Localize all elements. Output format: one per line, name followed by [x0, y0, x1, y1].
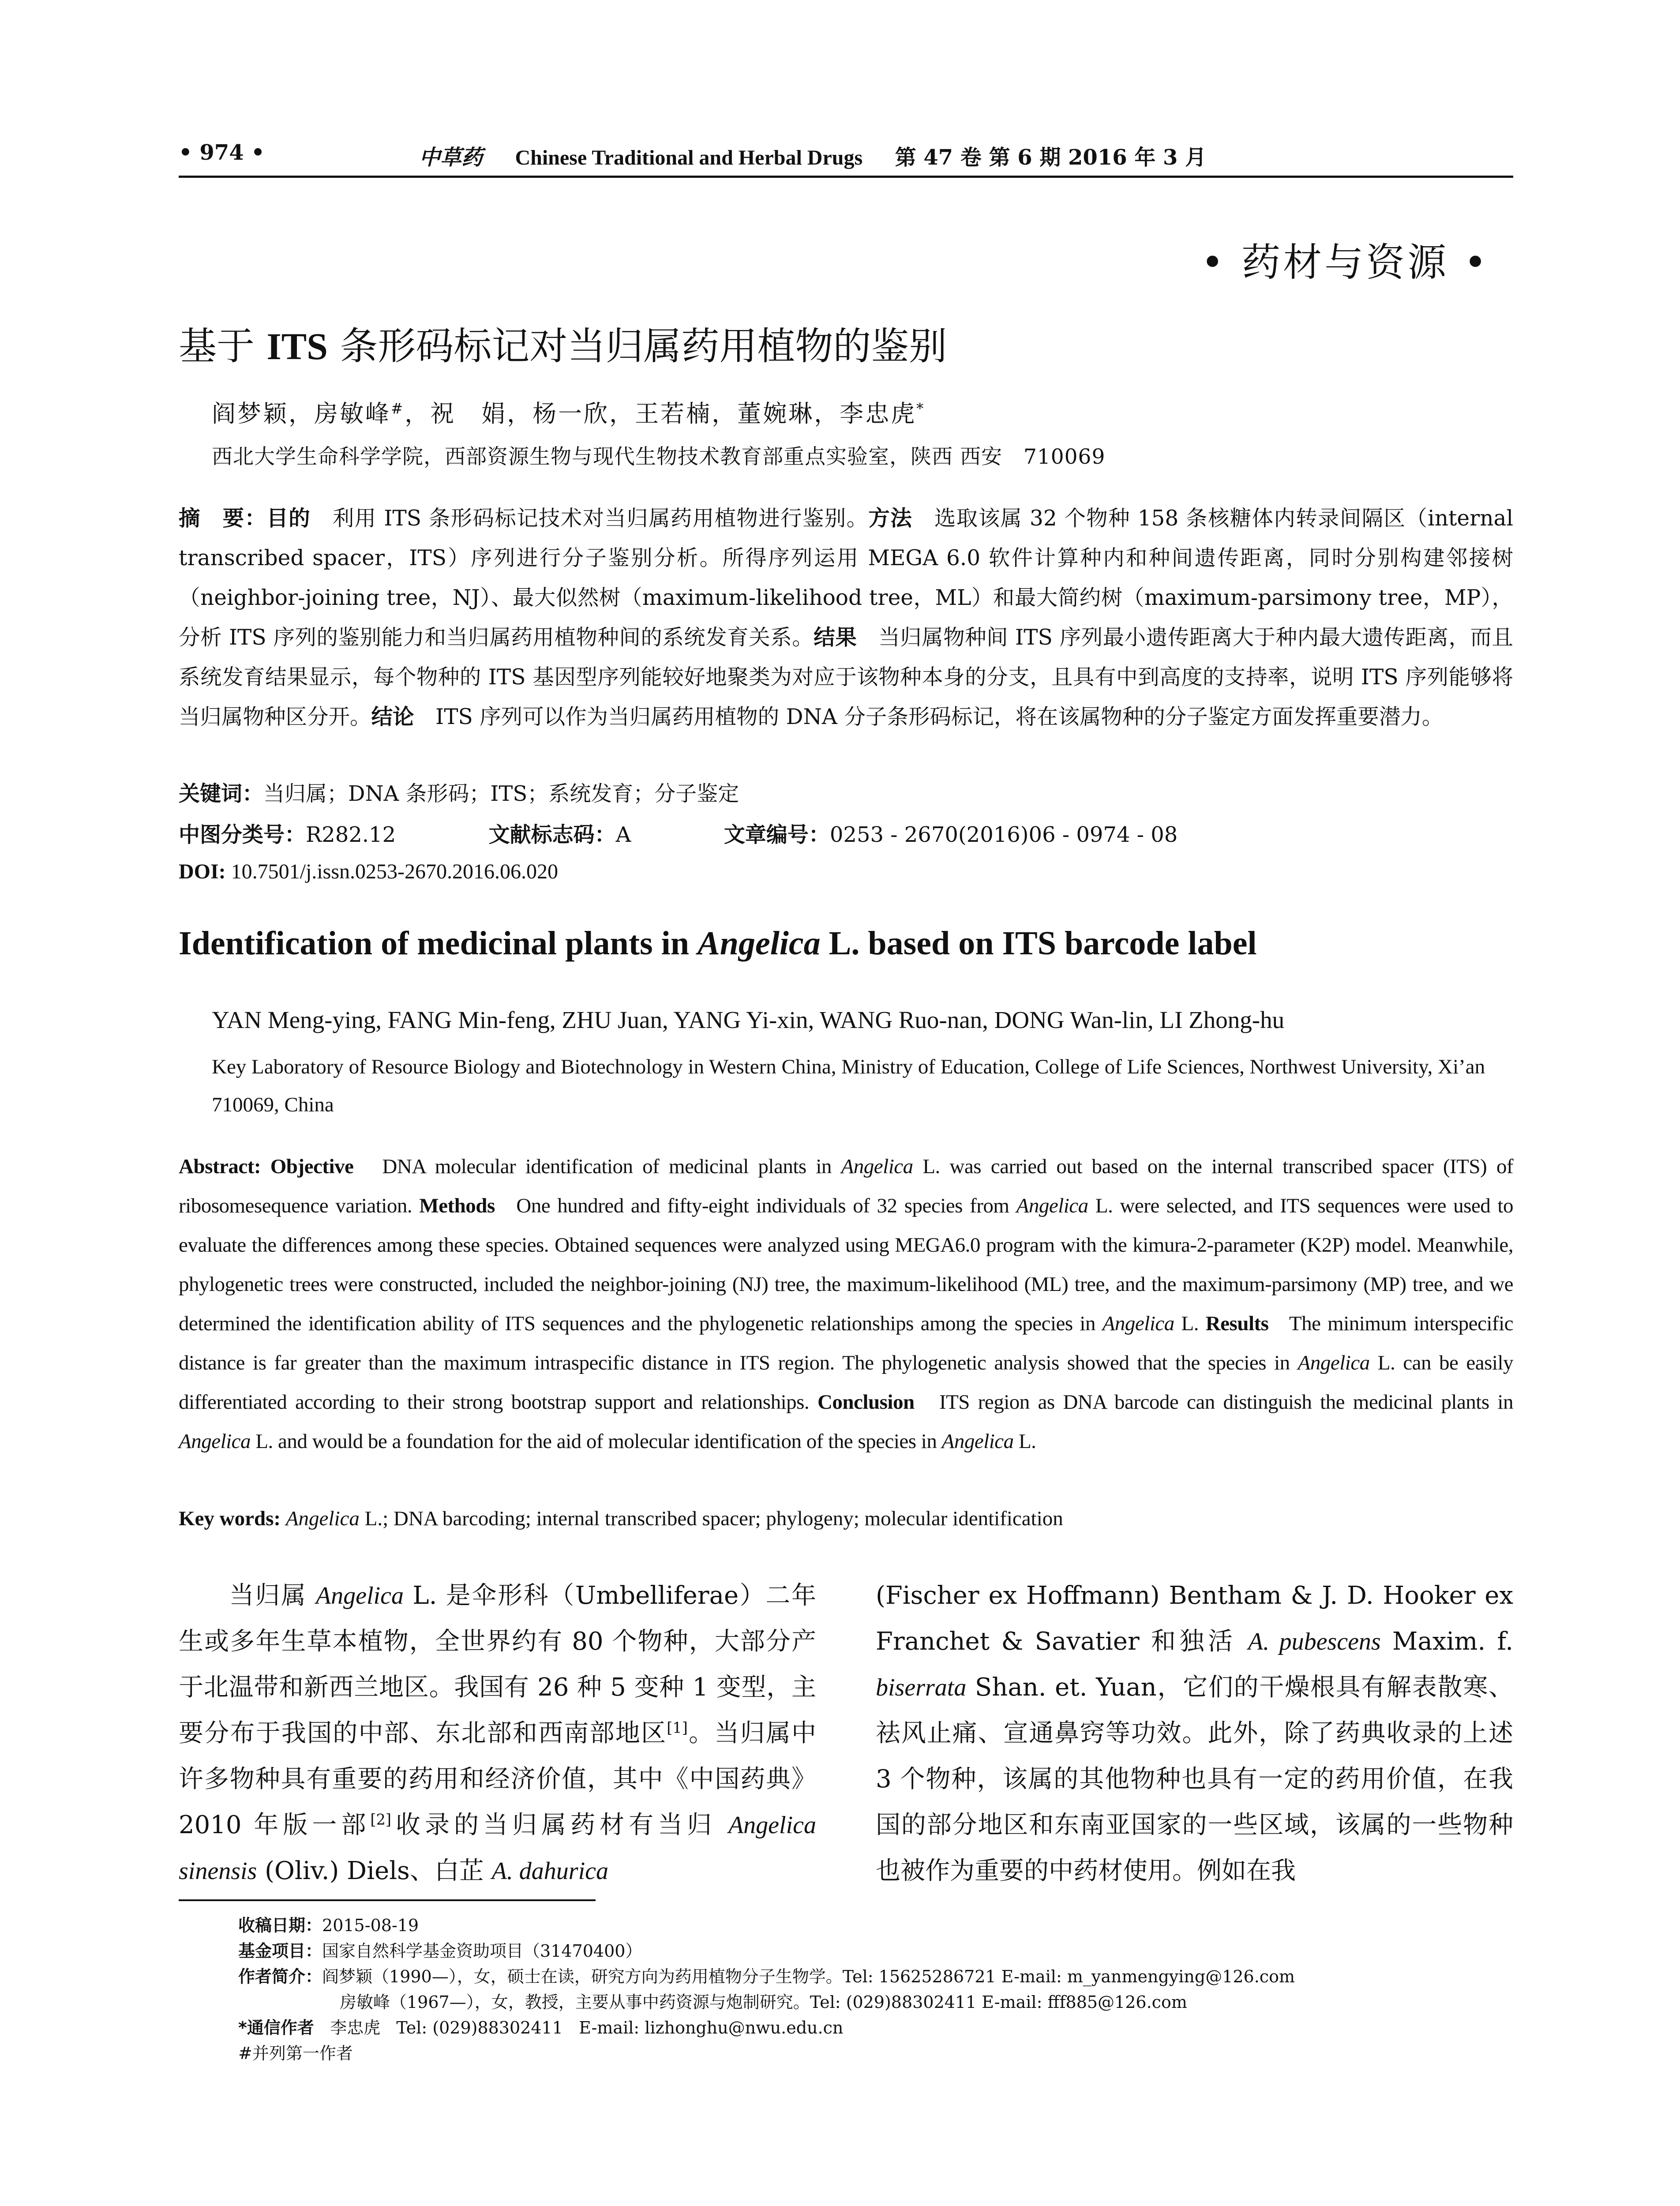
footnote-corresponding: *通信作者 李忠虎 Tel: (029)88302411 E-mail: lizhonghu@nwu.edu.cn	[238, 2018, 844, 2037]
affiliation-en: Key Laboratory of Resource Biology and Biotechnology in Western China, Ministry of Education, College of Life Sciences, Northwest University, Xi’an 710069, China	[212, 1055, 1485, 1116]
footnote-bio-1: 作者简介：阎梦颖（1990—），女，硕士在读，研究方向为药用植物分子生物学。Tel: 15625286721 E-mail: m_yanmengying@126.com	[238, 1967, 1295, 1986]
keywords-cn: 关键词：当归属；DNA 条形码；ITS；系统发育；分子鉴定	[179, 781, 739, 806]
article-number: 0253 - 2670(2016)06 - 0974 - 08	[829, 822, 1178, 847]
authors-en: YAN Meng-ying, FANG Min-feng, ZHU Juan, YANG Yi-xin, WANG Ruo-nan, DONG Wan-lin, LI Zhong-hu	[212, 1006, 1285, 1033]
body-column-left: 当归属 Angelica L. 是伞形科（Umbelliferae）二年生或多年生草本植物，全世界约有 80 个物种，大部分产于北温带和新西兰地区。我国有 26 种 5 变种 1 变型，主要分布于我国的中部、东北部和西南部地区[1]。当归属中许多物种具有重要的药用和经济价值，其中《中国药典》2010 年版一部[2]收录的当归属药材有当归 Angelica sinensis (Oliv.) Diels、白芷 A. dahurica	[179, 1581, 817, 1885]
journal-header	[419, 140, 1206, 171]
journal-name-en: Chinese Traditional and Herbal Drugs	[515, 146, 863, 169]
footnote-fund: 基金项目：国家自然科学基金资助项目（31470400）	[238, 1941, 642, 1961]
doi-link[interactable]: 10.7501/j.issn.0253-2670.2016.06.020	[225, 860, 559, 883]
classification-line: 中图分类号：R282.12 文献标志码：A 文章编号：0253 - 2670(2016)06 - 0974 - 08	[179, 822, 1178, 847]
section-tag: • 药材与资源 •	[1201, 240, 1489, 285]
journal-name-cn: 中草药	[419, 145, 483, 170]
footnotes	[238, 1913, 1295, 2066]
doi-line: DOI: 10.7501/j.issn.0253-2670.2016.06.020	[179, 860, 559, 883]
abstract-en: Abstract: Objective DNA molecular identification of medicinal plants in Angelica L. was carried out based on the internal transcribed spacer (ITS) of ribosomesequence variation. Methods One hundred and fifty-eight individuals of 32 species from Angelica L. were selected, and ITS sequences were used to evaluate the differences among these species. Obtained sequences were analyzed using MEGA6.0 program with the kimura-2-parameter (K2P) model. Meanwhile, phylogenetic trees were constructed, included the neighbor-joining (NJ) tree, the maximum-likelihood (ML) tree, and the maximum-parsimony (MP) tree, and we determined the identification ability of ITS sequences and the phylogenetic relationships among the species in Angelica L. Results The minimum interspecific distance is far greater than the maximum intraspecific distance in ITS region. The phylogenetic analysis showed that the species in Angelica L. can be easily differentiated according to their strong bootstrap support and relationships. Conclusion ITS region as DNA barcode can distinguish the medicinal plants in Angelica L. and would be a foundation for the aid of molecular identification of the species in Angelica L.	[179, 1155, 1519, 1453]
authors-cn: 阎梦颖，房敏峰#，祝 娟，杨一欣，王若楠，董婉琳，李忠虎*	[212, 400, 926, 428]
article-title-en: Identification of medicinal plants in Angelica L. based on ITS barcode label	[179, 925, 1257, 962]
journal-issue: 第 47 卷 第 6 期 2016 年 3 月	[895, 145, 1207, 170]
abstract-cn: 摘 要：目的 利用 ITS 条形码标记技术对当归属药用植物进行鉴别。方法 选取该属 32 个物种 158 条核糖体内转录间隔区（internal transcribed spacer，ITS）序列进行分子鉴别分析。所得序列运用 MEGA 6.0 软件计算种内和种间遗传距离，同时分别构建邻接树（neighbor-joining tree，NJ）、最大似然树（maximum-likelihood tree，ML）和最大简约树（maximum-parsimony tree，MP），分析 ITS 序列的鉴别能力和当归属药用植物种间的系统发育关系。结果 当归属物种间 ITS 序列最小遗传距离大于种内最大遗传距离，而且系统发育结果显示，每个物种的 ITS 基因型序列能较好地聚类为对应于该物种本身的分支，且具有中到高度的支持率，说明 ITS 序列能够将当归属物种区分开。结论 ITS 序列可以作为当归属药用植物的 DNA 分子条形码标记，将在该属物种的分子鉴定方面发挥重要潜力。	[179, 506, 1513, 729]
footnote-bio-2: 房敏峰（1967—），女，教授，主要从事中药资源与炮制研究。Tel: (029)88302411 E-mail: fff885@126.com	[340, 1992, 1187, 2012]
body-column-right: (Fischer ex Hoffmann) Bentham & J. D. Hooker ex Franchet & Savatier 和独活 A. pubescens Maxim. f. biserrata Shan. et. Yuan，它们的干燥根具有解表散寒、祛风止痛、宣通鼻窍等功效。此外，除了药典收录的上述 3 个物种，该属的其他物种也具有一定的药用价值，在我国的部分地区和东南亚国家的一些区域，该属的一些物种也被作为重要的中药材使用。例如在我	[876, 1581, 1514, 1885]
citation-2[interactable]: [2]	[370, 1811, 391, 1828]
footnote-rule	[179, 1899, 596, 1901]
citation-1[interactable]: [1]	[667, 1719, 688, 1737]
article-title-cn: 基于 ITS 条形码标记对当归属药用植物的鉴别	[179, 324, 947, 368]
keywords-en: Key words: Angelica L.; DNA barcoding; internal transcribed spacer; phylogeny; molecular identification	[179, 1507, 1063, 1530]
footnote-received: 收稿日期：2015-08-19	[238, 1916, 419, 1935]
clc-number: R282.12	[306, 822, 396, 847]
doc-code: A	[615, 822, 631, 847]
page-number: • 974 •	[179, 140, 265, 165]
header-rule	[179, 176, 1513, 178]
footnote-cofirst: #并列第一作者	[238, 2044, 353, 2063]
affiliation-cn: 西北大学生命科学学院，西部资源生物与现代生物技术教育部重点实验室，陕西 西安 710069	[212, 445, 1106, 469]
